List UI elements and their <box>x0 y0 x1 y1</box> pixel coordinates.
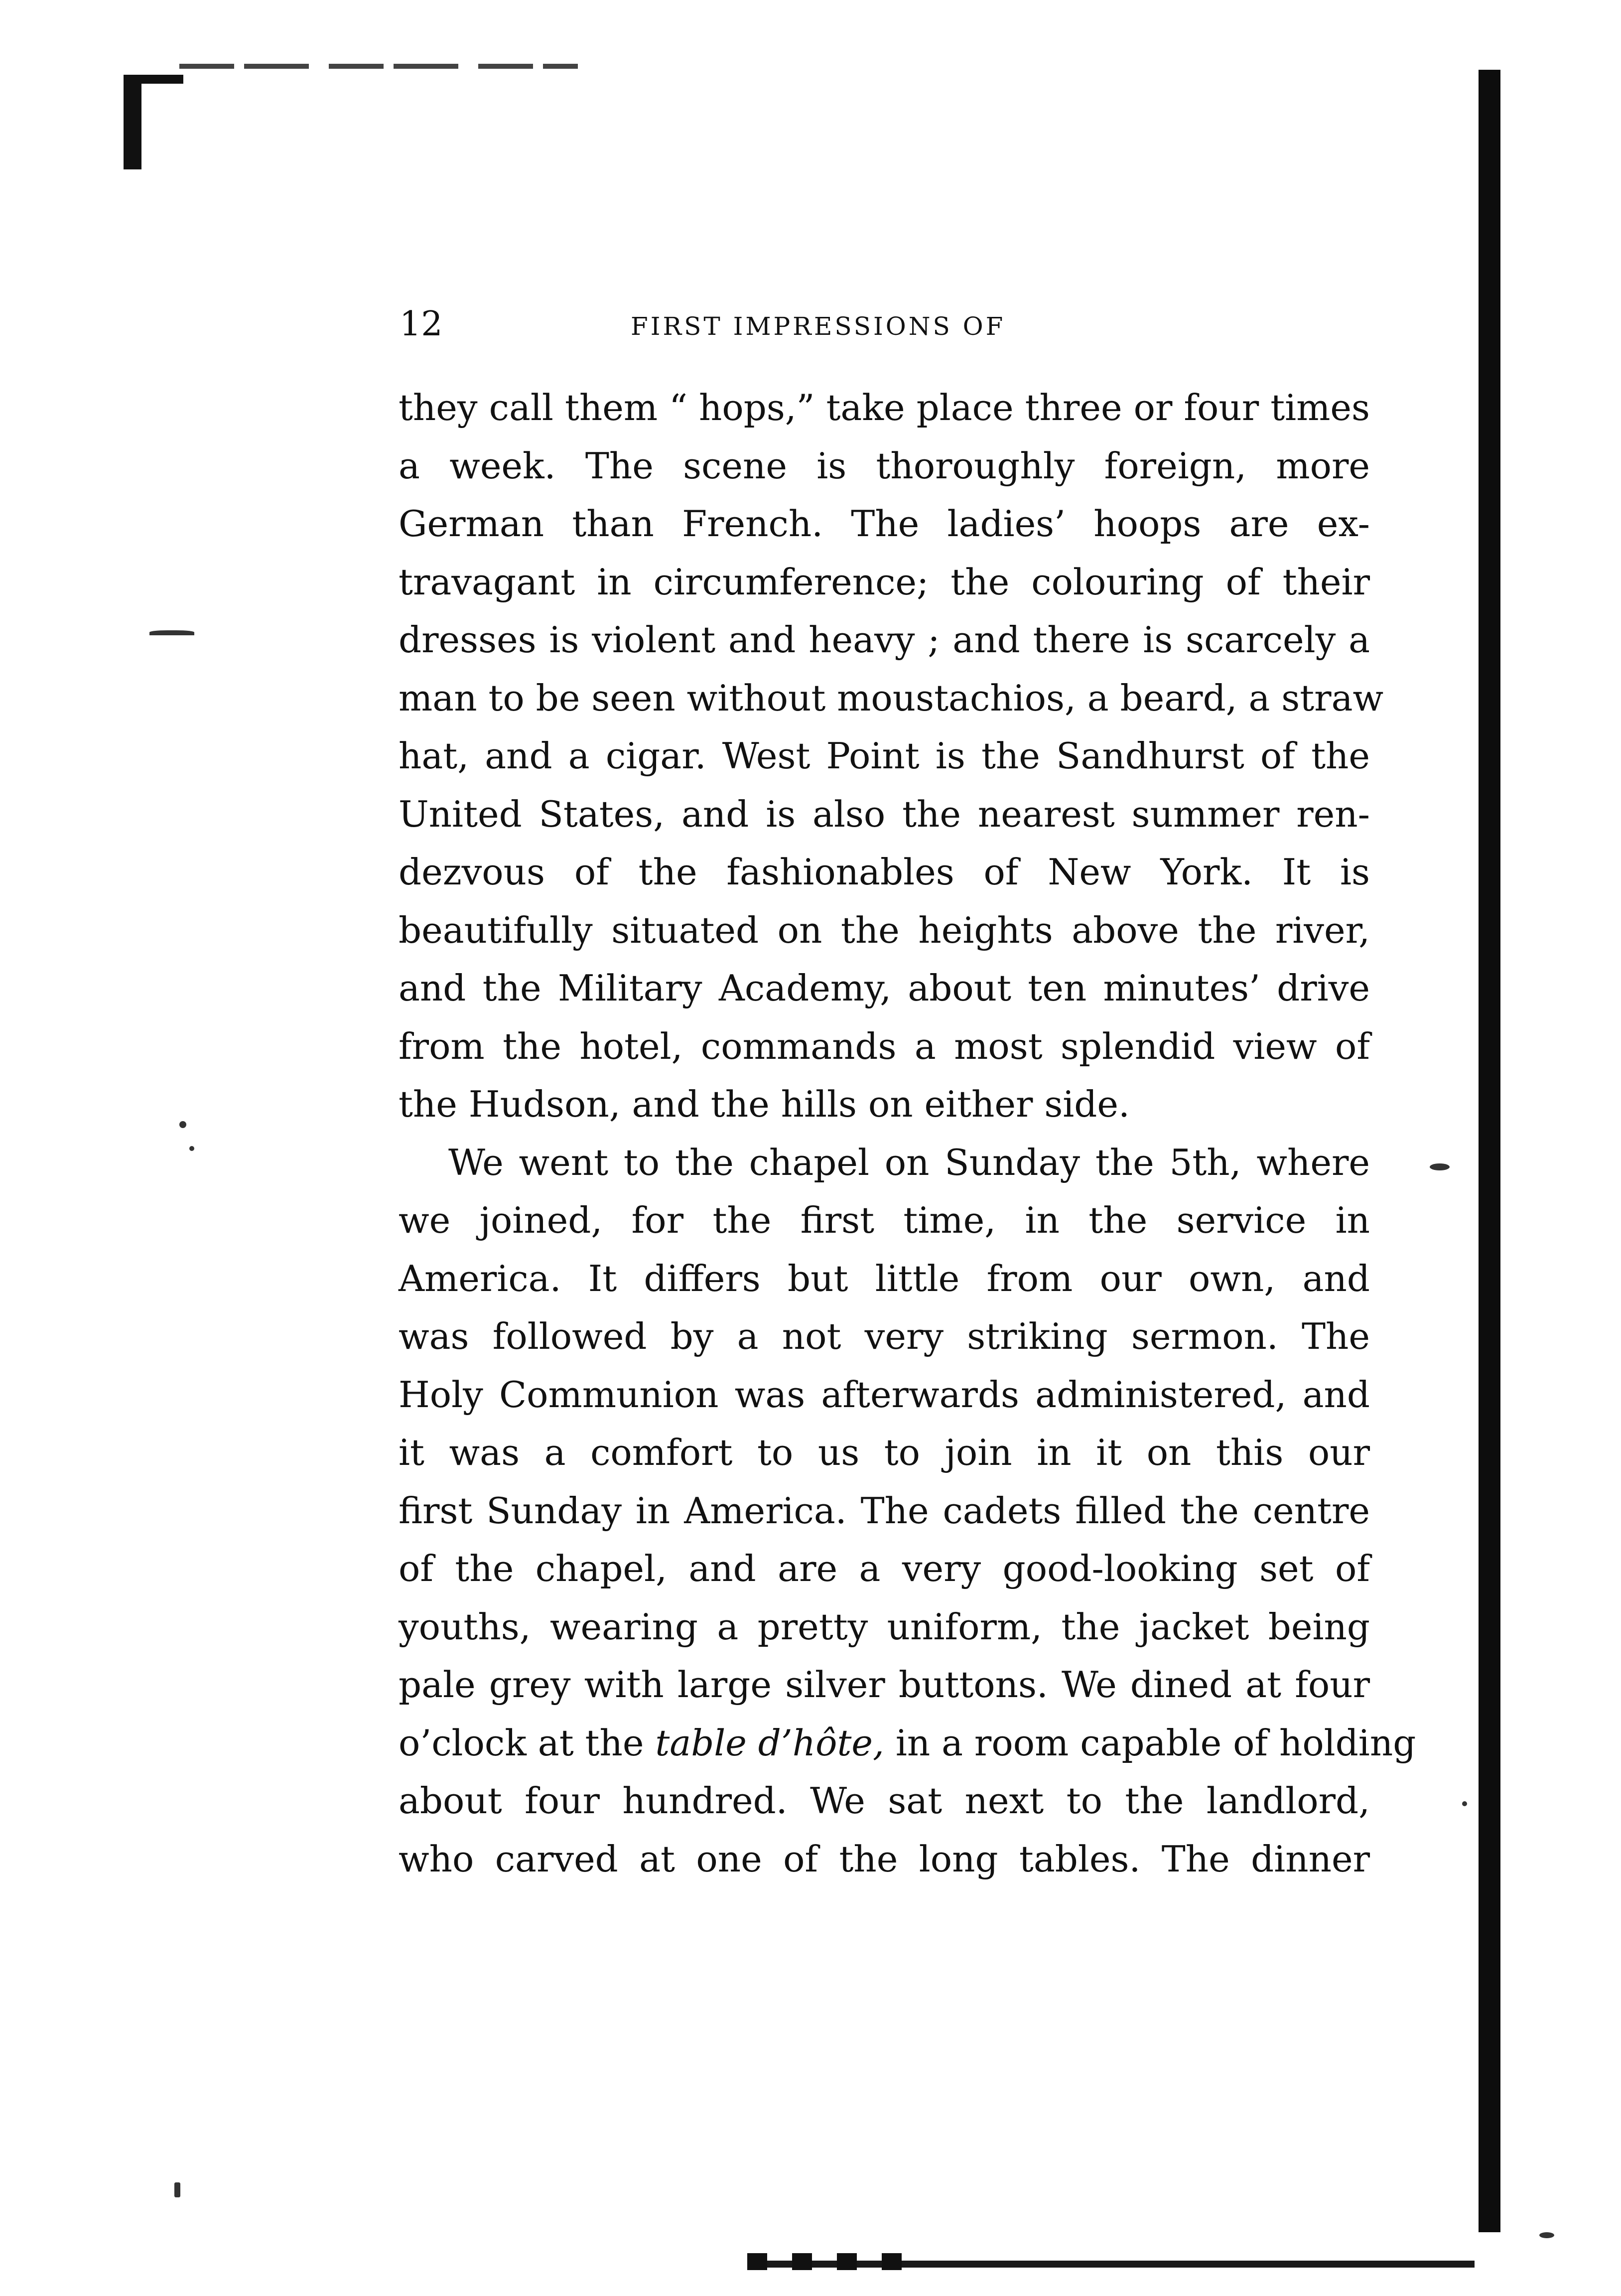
paragraph-1 <box>399 379 1384 1134</box>
text-line: America. It differs but little from our own, and <box>399 1257 1370 1299</box>
text-line: the Hudson, and the hills on either side. <box>399 1083 1130 1125</box>
scan-corner-mark <box>124 75 141 169</box>
scan-speck <box>189 1146 194 1151</box>
scan-bottom-blocks <box>747 2253 927 2270</box>
scan-right-edge-bar <box>1479 70 1500 2232</box>
text-line: beautifully situated on the heights above the river, <box>399 909 1370 951</box>
scan-speck <box>1462 1801 1467 1806</box>
scan-speck <box>1539 2232 1554 2238</box>
scan-speck <box>149 630 194 635</box>
text-line: Holy Communion was afterwards administered, and <box>399 1373 1370 1416</box>
text-line: who carved at one of the long tables. The dinner <box>399 1838 1370 1880</box>
text-line: first Sunday in America. The cadets filled the centre <box>399 1489 1370 1532</box>
scan-speck <box>174 2182 180 2197</box>
text-line-with-italic <box>399 1714 1416 1772</box>
italic-phrase: table d’hôte, <box>655 1722 884 1764</box>
text-line: we joined, for the first time, in the service in <box>399 1199 1370 1241</box>
scan-speck <box>1430 1163 1450 1170</box>
text-line: dezvous of the fashionables of New York. It is <box>399 851 1370 893</box>
text-run: o’clock at the <box>399 1722 656 1764</box>
paragraph-2 <box>399 1134 1416 1888</box>
text-line: United States, and is also the nearest summer ren- <box>399 793 1370 835</box>
text-line: German than French. The ladies’ hoops are ex- <box>399 503 1370 545</box>
text-line: from the hotel, commands a most splendid view of <box>399 1025 1370 1067</box>
text-line: pale grey with large silver buttons. We dined at four <box>399 1664 1370 1706</box>
text-line: a week. The scene is thoroughly foreign, more <box>399 444 1370 487</box>
scan-speck <box>179 1121 186 1128</box>
text-line: youths, wearing a pretty uniform, the jacket being <box>399 1605 1370 1648</box>
text-line: hat, and a cigar. West Point is the Sandhurst of the <box>399 735 1370 777</box>
text-line: travagant in circumference; the colouring of their <box>399 561 1370 603</box>
text-line: they call them “ hops,” take place three or four times <box>399 387 1370 429</box>
text-line: of the chapel, and are a very good-looking set of <box>399 1548 1370 1589</box>
text-line: dresses is violent and heavy ; and there is scarcely a <box>399 619 1370 661</box>
text-line: it was a comfort to us to join in it on this our <box>399 1432 1370 1473</box>
text-line: We went to the chapel on Sunday the 5th, where <box>448 1141 1370 1183</box>
text-line: and the Military Academy, about ten minutes’ drive <box>399 967 1370 1009</box>
text-line: about four hundred. We sat next to the landlord, <box>399 1780 1370 1822</box>
text-line: man to be seen without moustachios, a beard, a straw <box>399 677 1384 719</box>
running-head <box>400 302 1396 347</box>
page-number: 12 <box>400 304 443 344</box>
text-run: in a room capable of holding <box>884 1722 1416 1764</box>
body-text <box>399 379 1416 1888</box>
text-line: was followed by a not very striking sermon. The <box>399 1315 1370 1357</box>
scan-top-edge-artifact <box>179 64 578 69</box>
running-title: FIRST IMPRESSIONS OF <box>631 312 1006 341</box>
